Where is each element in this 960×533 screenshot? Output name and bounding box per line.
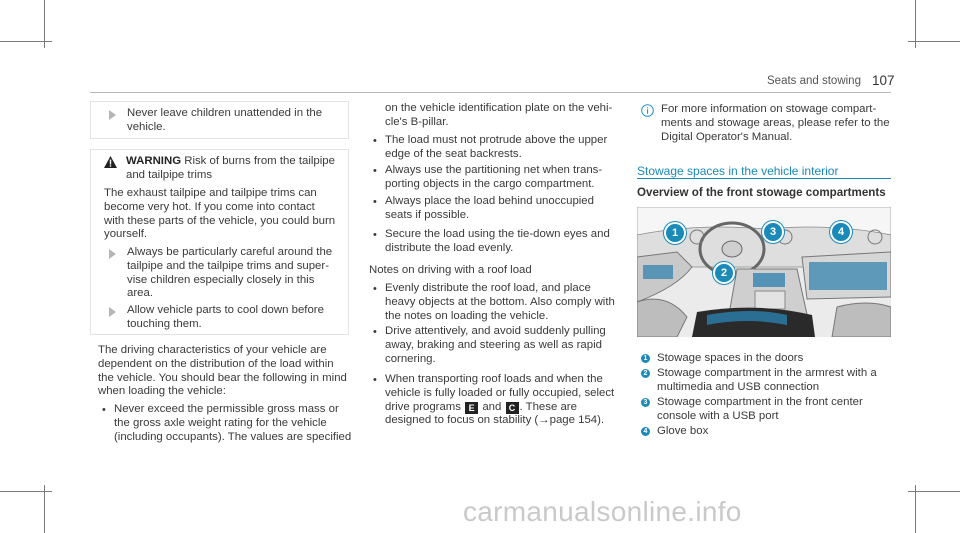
bullet-text: Always use the partitioning net when trans- porting objects in the cargo compartment. [385,164,603,190]
bullet-text: When transporting roof loads and when the vehicle is fully loaded or fully occupied, select drive programs E and C . These are designed to focus on stability (→page 154). [385,373,615,427]
bullet-dot: • [373,135,377,147]
crop-mark [0,41,52,42]
bullet-text: Always place the load behind unoccupied seats if possible. [385,195,594,221]
crop-mark [44,485,45,533]
page-reference[interactable]: page 154). [549,414,605,427]
play-arrow-icon [109,249,116,259]
bullet-dot: • [373,196,377,208]
heading-rule [637,178,891,179]
bullet-text: Evenly distribute the roof load, and place heavy objects at the bottom. Also comply with the notes on loading the vehicle. [385,282,615,322]
drive-program-e-icon: E [465,402,478,414]
crop-mark [908,41,960,42]
warning-item: Always be particularly careful around the tailpipe and the tailpipe trims and super- vise children especially closely in this area. [127,246,333,300]
bullet-text: Secure the load using the tie-down eyes and distribute the load evenly. [385,228,610,254]
note-text: Never leave children unattended in the vehicle. [127,107,323,133]
legend-number: 2 [641,369,650,378]
section-heading: Stowage spaces in the vehicle interior [637,164,839,178]
legend-text: Stowage compartment in the armrest with a multimedia and USB connection [657,367,877,393]
warning-item: Allow vehicle parts to cool down before touching them. [127,304,324,330]
legend-number: 1 [641,354,650,363]
warning-triangle-icon [104,156,117,168]
loading-paragraph: The driving characteristics of your vehicle are dependent on the distribution of the load within the vehicle. You should bear the following in mind when loading the vehicle: [98,344,347,398]
legend-text: Stowage compartment in the front center console with a USB port [657,396,863,422]
drive-program-c-icon: C [506,402,519,414]
crop-mark [908,491,960,492]
warning-label: WARNING [126,155,182,167]
bullet-dot: • [373,374,377,386]
legend-text: Glove box [657,425,709,437]
legend-number: 4 [641,427,650,436]
bullet-dot: • [373,165,377,177]
roof-load-title: Notes on driving with a roof load [369,264,532,276]
callout-2: 2 [713,262,735,284]
play-arrow-icon [109,307,116,317]
info-icon [641,104,654,117]
note-box [90,101,349,139]
bullet-dot: • [373,283,377,295]
callout-4: 4 [830,221,852,243]
bullet-dot: • [102,404,106,416]
legend-text: Stowage spaces in the doors [657,352,804,364]
info-text: For more information on stowage compart- ments and stowage areas, please refer to the Digital Operator's Manual. [661,103,890,143]
bullet-dot: • [373,326,377,338]
bullet-text: The load must not protrude above the upper edge of the seat backrests. [385,134,608,160]
subheading: Overview of the front stowage compartments [637,186,886,199]
continued-text: on the vehicle identification plate on the vehi- cle's B-pillar. [385,102,613,128]
arrow-icon: → [538,414,550,427]
watermark: carmanualsonline.info [463,496,742,527]
bullet-text: Never exceed the permissible gross mass or the gross axle weight rating for the vehicle (including occupants). The values are specified [114,403,352,443]
warning-title: WARNING Risk of burns from the tailpipe and tailpipe trims [126,155,335,181]
header-rule [90,92,891,93]
bullet-dot: • [373,229,377,241]
page-number: 107 [872,73,895,88]
running-header-section: Seats and stowing [767,75,861,87]
warning-body: The exhaust tailpipe and tailpipe trims can become very hot. If you come into contact with these parts of the vehicle, you could burn yourself. [104,187,336,241]
interior-illustration [637,207,891,337]
callout-1: 1 [664,222,686,244]
bullet-text: Drive attentively, and avoid suddenly pulling away, braking and steering as well as rapid cornering. [385,325,606,365]
callout-3: 3 [762,221,784,243]
warning-box [90,149,349,335]
crop-mark [0,491,52,492]
legend-number: 3 [641,398,650,407]
crop-mark [915,485,916,533]
play-arrow-icon [109,110,116,120]
